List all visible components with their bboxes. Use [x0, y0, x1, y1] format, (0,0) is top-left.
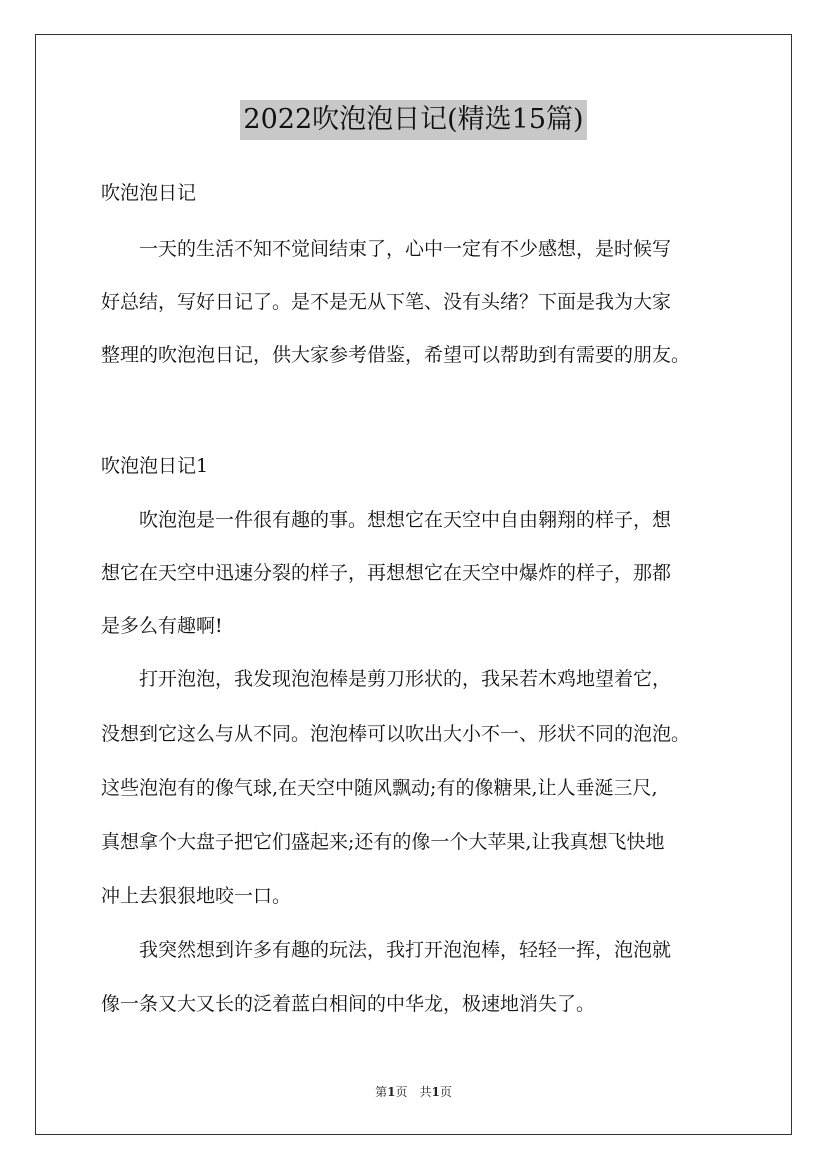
- paragraph-line: 是多么有趣啊!: [101, 615, 223, 637]
- intro-heading: 吹泡泡日记: [101, 182, 197, 204]
- paragraph-line: 整理的吹泡泡日记，供大家参考借鉴，希望可以帮助到有需要的朋友。: [101, 344, 691, 366]
- paragraph-line: 没想到它这么与从不同。泡泡棒可以吹出大小不一、形状不同的泡泡。: [101, 723, 691, 745]
- footer-page-number: 1: [387, 1085, 396, 1099]
- paragraph-line: 像一条又大又长的泛着蓝白相间的中华龙，极速地消失了。: [101, 993, 596, 1015]
- section1-heading: 吹泡泡日记1: [101, 455, 209, 477]
- paragraph-line: 真想拿个大盘子把它们盛起来;还有的像一个大苹果,让我真想飞快地: [101, 831, 665, 853]
- paragraph-line: 好总结，写好日记了。是不是无从下笔、没有头绪？下面是我为大家: [101, 291, 672, 313]
- footer-page-label: 第: [375, 1085, 388, 1099]
- page-footer: [0, 1084, 827, 1100]
- paragraph-line: 我突然想到许多有趣的玩法，我打开泡泡棒，轻轻一挥，泡泡就: [101, 939, 672, 961]
- title-wrap: [0, 100, 827, 140]
- paragraph-line: 吹泡泡是一件很有趣的事。想想它在天空中自由翱翔的样子，想: [101, 509, 672, 531]
- document-title: 2022吹泡泡日记(精选15篇): [240, 100, 586, 140]
- paragraph-line: 打开泡泡，我发现泡泡棒是剪刀形状的，我呆若木鸡地望着它，: [101, 668, 672, 690]
- footer-total-suffix: 页: [439, 1085, 452, 1099]
- footer-total-number: 1: [431, 1085, 440, 1099]
- paragraph-line: 这些泡泡有的像气球,在天空中随风飘动;有的像糖果,让人垂涎三尺,: [101, 777, 658, 799]
- paragraph-line: 想它在天空中迅速分裂的样子，再想想它在天空中爆炸的样子，那都: [101, 562, 672, 584]
- paragraph-line: 冲上去狠狠地咬一口。: [101, 885, 292, 907]
- paragraph-line: 一天的生活不知不觉间结束了，心中一定有不少感想，是时候写: [101, 238, 672, 260]
- footer-page-suffix: 页 共: [395, 1085, 432, 1099]
